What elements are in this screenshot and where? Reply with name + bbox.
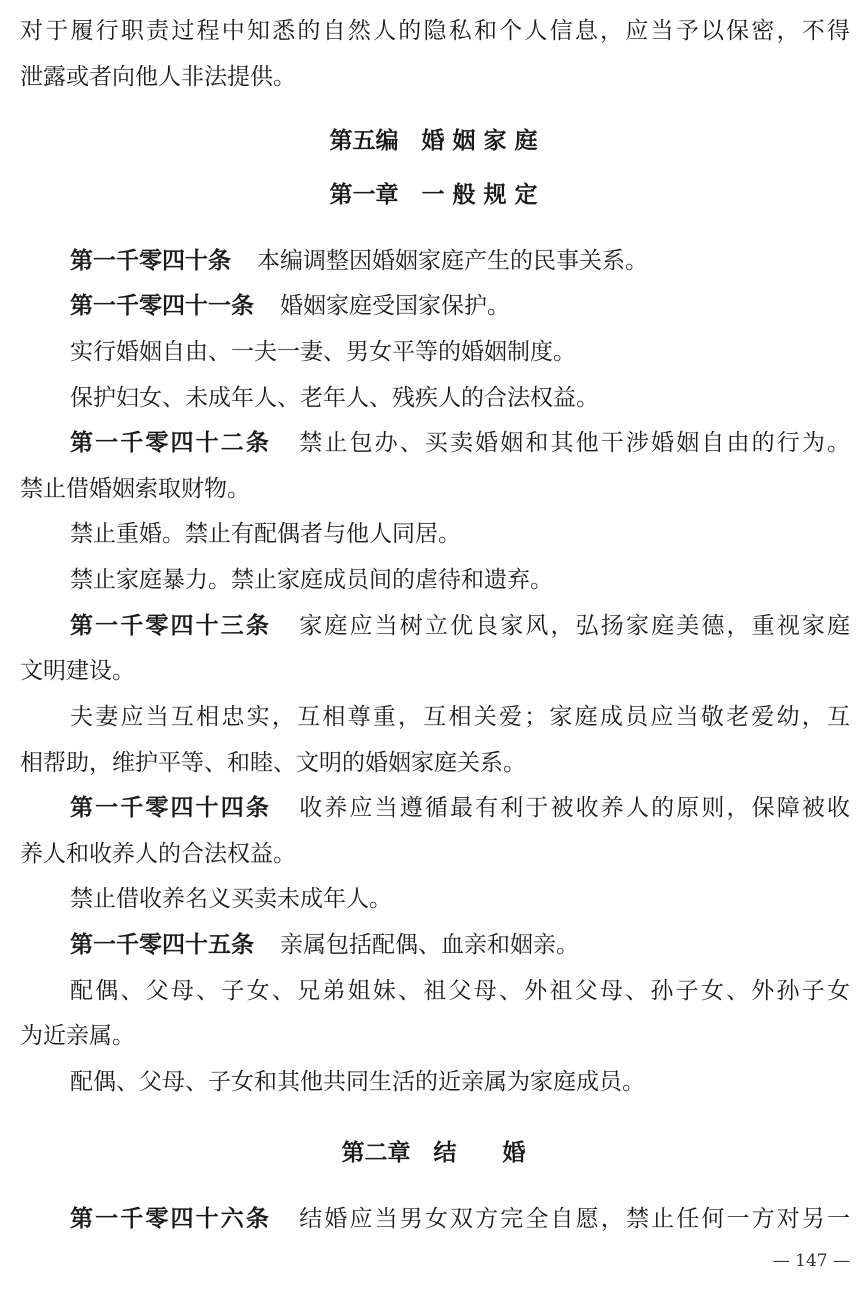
- article: [70, 1204, 850, 1234]
- article-number: 第一千零四十二条: [70, 430, 272, 456]
- page-number: — 147 —: [772, 1251, 850, 1271]
- article-continuation: 养人和收养人的合法权益。: [20, 841, 296, 867]
- article-text: 结婚应当男女双方完全自愿，禁止任何一方对另一: [297, 1206, 851, 1232]
- article-text: 收养应当遵循最有利于被收养人的原则，保障被收: [297, 795, 851, 821]
- part-title: 第五编 婚 姻 家 庭: [329, 128, 538, 154]
- article: [70, 793, 850, 823]
- paragraph: 配偶、父母、子女和其他共同生活的近亲属为家庭成员。: [70, 1069, 645, 1095]
- chapter-title: 第一章 一 般 规 定: [329, 182, 538, 208]
- article: [70, 930, 850, 960]
- article-number: 第一千零四十六条: [70, 1206, 272, 1232]
- paragraph: 配偶、父母、子女、兄弟姐妹、祖父母、外祖父母、孙子女、外孙子女: [70, 978, 850, 1004]
- article-number: 第一千零四十三条: [70, 613, 272, 639]
- article-number: 第一千零四十五条: [70, 932, 254, 958]
- article-number: 第一千零四十四条: [70, 795, 272, 821]
- article-text: 家庭应当树立优良家风，弘扬家庭美德，重视家庭: [297, 613, 851, 639]
- chapter-title: 第二章 结 婚: [341, 1140, 526, 1166]
- article-text: 婚姻家庭受国家保护。: [280, 293, 510, 319]
- paragraph: 实行婚姻自由、一夫一妻、男女平等的婚姻制度。: [70, 339, 576, 365]
- article: [70, 611, 850, 641]
- paragraph: 禁止重婚。禁止有配偶者与他人同居。: [70, 521, 461, 547]
- article: [70, 246, 850, 276]
- text-line: 泄露或者向他人非法提供。: [20, 64, 296, 90]
- article-text: 禁止包办、买卖婚姻和其他干涉婚姻自由的行为。: [297, 430, 851, 456]
- article-continuation: 文明建设。: [20, 658, 135, 684]
- article: [70, 428, 850, 458]
- article-text: 本编调整因婚姻家庭产生的民事关系。: [257, 248, 648, 274]
- article-number: 第一千零四十条: [70, 248, 231, 274]
- paragraph: 禁止家庭暴力。禁止家庭成员间的虐待和遗弃。: [70, 567, 553, 593]
- article: [70, 291, 850, 321]
- paragraph: 夫妻应当互相忠实，互相尊重，互相关爱；家庭成员应当敬老爱幼，互: [70, 704, 850, 730]
- text-line: 对于履行职责过程中知悉的自然人的隐私和个人信息，应当予以保密，不得: [20, 18, 850, 44]
- paragraph: 禁止借收养名义买卖未成年人。: [70, 886, 392, 912]
- paragraph-continuation: 相帮助，维护平等、和睦、文明的婚姻家庭关系。: [20, 750, 526, 776]
- paragraph-continuation: 为近亲属。: [20, 1023, 135, 1049]
- article-text: 亲属包括配偶、血亲和姻亲。: [280, 932, 579, 958]
- paragraph: 保护妇女、未成年人、老年人、残疾人的合法权益。: [70, 385, 599, 411]
- article-number: 第一千零四十一条: [70, 293, 254, 319]
- article-continuation: 禁止借婚姻索取财物。: [20, 476, 250, 502]
